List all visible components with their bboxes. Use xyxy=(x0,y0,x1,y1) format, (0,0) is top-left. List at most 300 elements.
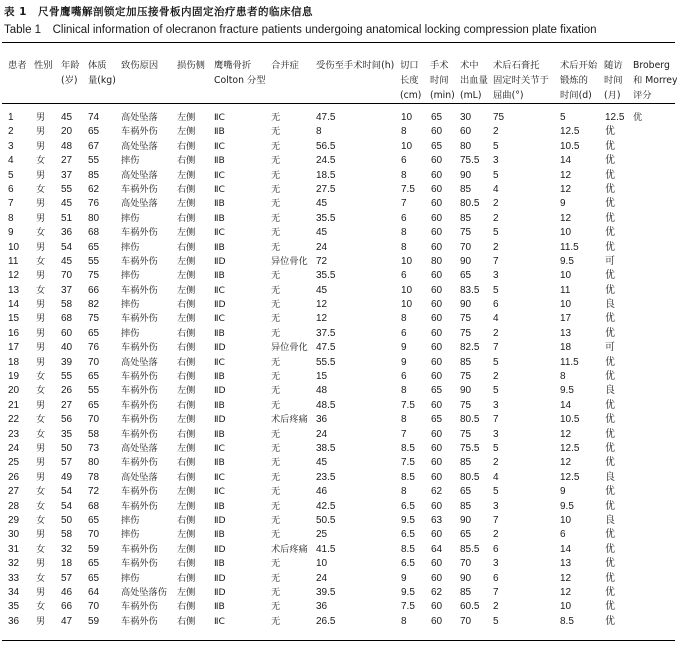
cell-blood: 65 xyxy=(460,486,472,498)
cell-optime: 65 xyxy=(431,112,443,123)
cell-blood: 80.5 xyxy=(460,198,480,210)
cell-comp: 无 xyxy=(271,471,281,483)
cell-cause: 车祸外伤 xyxy=(121,183,158,195)
cell-time: 35.5 xyxy=(316,270,336,282)
cell-time: 45 xyxy=(316,198,328,210)
cell-optime: 60 xyxy=(431,155,443,167)
cell-side: 右侧 xyxy=(177,615,196,627)
cell-optime: 60 xyxy=(431,601,443,613)
cell-cause: 高处坠落 xyxy=(121,471,158,483)
cell-id: 22 xyxy=(8,414,20,426)
cell-sex: 女 xyxy=(36,500,46,512)
cell-side: 左侧 xyxy=(177,270,196,282)
cell-side: 左侧 xyxy=(177,227,196,239)
cell-angle: 2 xyxy=(493,241,499,253)
cell-comp: 无 xyxy=(271,428,281,440)
cell-id: 4 xyxy=(8,155,14,167)
cell-colton: ⅡB xyxy=(214,371,225,383)
cell-exercise: 12 xyxy=(560,212,572,224)
column-header-incision xyxy=(400,58,421,103)
cell-optime: 60 xyxy=(431,299,443,311)
column-header-weight xyxy=(88,58,116,88)
cell-colton: ⅡD xyxy=(214,543,226,555)
cell-id: 19 xyxy=(8,371,20,383)
column-header-line: 长度 xyxy=(400,75,419,86)
cell-cause: 摔伤 xyxy=(121,155,140,167)
cell-sex: 男 xyxy=(36,241,46,253)
cell-exercise: 17 xyxy=(560,313,572,325)
cell-age: 50 xyxy=(61,514,73,526)
cell-age: 20 xyxy=(61,126,73,138)
cell-cause: 车祸外伤 xyxy=(121,313,158,325)
cell-side: 右侧 xyxy=(177,572,196,584)
table-row xyxy=(0,140,677,154)
table-row xyxy=(0,615,677,629)
cell-exercise: 12 xyxy=(560,572,572,584)
cell-sex: 男 xyxy=(36,327,46,339)
cell-colton: ⅡD xyxy=(214,342,226,354)
cell-age: 35 xyxy=(61,428,73,440)
cell-followup: 优 xyxy=(605,126,615,138)
cell-followup: 优 xyxy=(605,601,615,613)
cell-angle: 5 xyxy=(493,140,499,152)
cell-weight: 65 xyxy=(88,371,100,383)
column-header-line: 和 Morrey xyxy=(633,75,677,86)
cell-time: 24.5 xyxy=(316,155,336,167)
cell-optime: 60 xyxy=(431,529,443,541)
cell-time: 27.5 xyxy=(316,183,336,195)
cell-cause: 车祸外伤 xyxy=(121,428,158,440)
cell-followup: 优 xyxy=(605,327,615,339)
cell-sex: 女 xyxy=(36,486,46,498)
cell-followup: 优 xyxy=(605,486,615,498)
cell-colton: ⅡD xyxy=(214,572,226,584)
column-header-line: (岁) xyxy=(61,75,78,86)
cell-cause: 摔伤 xyxy=(121,529,140,541)
cell-cause: 车祸外伤 xyxy=(121,284,158,296)
cell-angle: 5 xyxy=(493,284,499,296)
cell-incision: 7.5 xyxy=(401,183,415,195)
column-header-score xyxy=(633,58,677,103)
cell-id: 2 xyxy=(8,126,14,138)
cell-incision: 9 xyxy=(401,572,407,584)
table-row xyxy=(0,197,677,211)
table-row xyxy=(0,356,677,370)
cell-sex: 男 xyxy=(36,529,46,541)
cell-weight: 55 xyxy=(88,155,100,167)
column-header-line: 随访 xyxy=(604,60,623,71)
cell-incision: 8 xyxy=(401,615,407,627)
cell-optime: 60 xyxy=(431,356,443,368)
cell-optime: 63 xyxy=(431,514,443,526)
table-caption-cn: 表 1 尺骨鹰嘴解剖锁定加压接骨板内固定治疗患者的临床信息 xyxy=(4,6,313,18)
cell-age: 51 xyxy=(61,212,73,224)
cell-exercise: 13 xyxy=(560,327,572,339)
cell-optime: 60 xyxy=(431,227,443,239)
cell-incision: 8 xyxy=(401,385,407,397)
cell-weight: 58 xyxy=(88,428,100,440)
cell-blood: 80 xyxy=(460,140,472,152)
cell-cause: 车祸外伤 xyxy=(121,500,158,512)
cell-colton: ⅡB xyxy=(214,601,225,613)
cell-angle: 3 xyxy=(493,558,499,570)
cell-cause: 高处坠落 xyxy=(121,198,158,210)
cell-colton: ⅡC xyxy=(214,112,225,123)
cell-exercise: 10 xyxy=(560,227,572,239)
cell-weight: 74 xyxy=(88,112,100,123)
cell-blood: 75 xyxy=(460,313,472,325)
cell-colton: ⅡB xyxy=(214,270,225,282)
cell-incision: 8 xyxy=(401,313,407,325)
cell-optime: 65 xyxy=(431,414,443,426)
column-header-line: 手术 xyxy=(430,60,449,71)
cell-angle: 5 xyxy=(493,442,499,454)
cell-colton: ⅡD xyxy=(214,255,226,267)
cell-time: 55.5 xyxy=(316,356,336,368)
cell-colton: ⅡB xyxy=(214,457,225,469)
cell-side: 右侧 xyxy=(177,342,196,354)
cell-comp: 无 xyxy=(271,212,281,224)
cell-exercise: 9 xyxy=(560,198,566,210)
cell-age: 27 xyxy=(61,399,73,411)
cell-colton: ⅡC xyxy=(214,615,225,627)
cell-time: 36 xyxy=(316,601,328,613)
table-row xyxy=(0,413,677,427)
table-row xyxy=(0,269,677,283)
cell-optime: 60 xyxy=(431,270,443,282)
cell-blood: 90 xyxy=(460,514,472,526)
column-header-line: 体质 xyxy=(88,60,107,71)
column-header-line: 合并症 xyxy=(271,60,299,71)
cell-age: 55 xyxy=(61,371,73,383)
cell-blood: 80.5 xyxy=(460,471,480,483)
column-header-line: 年龄 xyxy=(61,60,80,71)
cell-optime: 60 xyxy=(431,284,443,296)
column-header-line: 出血量 xyxy=(460,75,488,86)
cell-blood: 85 xyxy=(460,212,472,224)
cell-blood: 85 xyxy=(460,500,472,512)
cell-comp: 无 xyxy=(271,126,281,138)
cell-exercise: 6 xyxy=(560,529,566,541)
cell-sex: 男 xyxy=(36,399,46,411)
cell-exercise: 13 xyxy=(560,558,572,570)
cell-time: 36 xyxy=(316,414,328,426)
cell-comp: 无 xyxy=(271,327,281,339)
cell-blood: 75 xyxy=(460,227,472,239)
cell-optime: 60 xyxy=(431,198,443,210)
column-header-line: 损伤侧 xyxy=(177,60,205,71)
cell-angle: 4 xyxy=(493,183,499,195)
cell-id: 3 xyxy=(8,140,14,152)
cell-exercise: 12.5 xyxy=(560,126,580,138)
cell-age: 55 xyxy=(61,183,73,195)
cell-followup: 优 xyxy=(605,399,615,411)
cell-blood: 70 xyxy=(460,241,472,253)
cell-optime: 60 xyxy=(431,399,443,411)
cell-time: 18.5 xyxy=(316,169,336,181)
cell-cause: 高处坠落 xyxy=(121,442,158,454)
cell-comp: 无 xyxy=(271,558,281,570)
cell-angle: 5 xyxy=(493,486,499,498)
cell-followup: 优 xyxy=(605,284,615,296)
cell-sex: 男 xyxy=(36,299,46,311)
column-header-optime xyxy=(430,58,455,103)
cell-weight: 70 xyxy=(88,601,100,613)
cell-exercise: 10 xyxy=(560,601,572,613)
cell-side: 右侧 xyxy=(177,212,196,224)
cell-angle: 3 xyxy=(493,270,499,282)
cell-incision: 8 xyxy=(401,126,407,138)
cell-weight: 65 xyxy=(88,126,100,138)
cell-sex: 女 xyxy=(36,414,46,426)
table-body xyxy=(0,111,677,629)
column-header-angle xyxy=(493,58,549,103)
cell-comp: 无 xyxy=(271,313,281,325)
cell-time: 24 xyxy=(316,428,328,440)
cell-weight: 59 xyxy=(88,543,100,555)
cell-weight: 68 xyxy=(88,500,100,512)
cell-side: 左侧 xyxy=(177,313,196,325)
cell-sex: 女 xyxy=(36,514,46,526)
cell-incision: 7.5 xyxy=(401,601,415,613)
cell-id: 32 xyxy=(8,558,20,570)
cell-age: 39 xyxy=(61,356,73,368)
cell-incision: 7.5 xyxy=(401,457,415,469)
cell-side: 左侧 xyxy=(177,284,196,296)
cell-comp: 无 xyxy=(271,500,281,512)
column-header-line: 切口 xyxy=(400,60,419,71)
cell-weight: 55 xyxy=(88,385,100,397)
cell-exercise: 9.5 xyxy=(560,385,574,397)
table-row xyxy=(0,514,677,528)
cell-time: 24 xyxy=(316,572,328,584)
cell-exercise: 14 xyxy=(560,155,572,167)
cell-comp: 无 xyxy=(271,586,281,598)
cell-time: 45 xyxy=(316,457,328,469)
table-row xyxy=(0,341,677,355)
column-header-line: 性别 xyxy=(34,60,53,71)
column-header-time xyxy=(316,58,394,73)
cell-sex: 男 xyxy=(36,586,46,598)
cell-incision: 10 xyxy=(401,284,413,296)
cell-incision: 6.5 xyxy=(401,529,415,541)
column-header-cause xyxy=(121,58,158,73)
cell-blood: 75.5 xyxy=(460,155,480,167)
cell-angle: 75 xyxy=(493,112,505,123)
table-row xyxy=(0,442,677,456)
column-header-line: 患者 xyxy=(8,60,27,71)
cell-weight: 73 xyxy=(88,442,100,454)
cell-cause: 摔伤 xyxy=(121,299,140,311)
table-row xyxy=(0,428,677,442)
cell-optime: 80 xyxy=(431,255,443,267)
cell-sex: 男 xyxy=(36,471,46,483)
cell-sex: 男 xyxy=(36,270,46,282)
cell-followup: 优 xyxy=(605,198,615,210)
cell-exercise: 12 xyxy=(560,169,572,181)
cell-comp: 无 xyxy=(271,514,281,526)
column-header-comp xyxy=(271,58,299,73)
cell-age: 54 xyxy=(61,241,73,253)
cell-blood: 90 xyxy=(460,572,472,584)
cell-cause: 高处坠落 xyxy=(121,140,158,152)
cell-optime: 60 xyxy=(431,615,443,627)
cell-side: 右侧 xyxy=(177,241,196,253)
cell-colton: ⅡC xyxy=(214,486,225,498)
cell-angle: 5 xyxy=(493,169,499,181)
cell-side: 左侧 xyxy=(177,198,196,210)
cell-side: 右侧 xyxy=(177,183,196,195)
cell-id: 25 xyxy=(8,457,20,469)
cell-age: 49 xyxy=(61,471,73,483)
cell-age: 37 xyxy=(61,169,73,181)
cell-comp: 无 xyxy=(271,601,281,613)
cell-incision: 10 xyxy=(401,299,413,311)
cell-blood: 90 xyxy=(460,299,472,311)
cell-time: 12 xyxy=(316,299,328,311)
cell-sex: 男 xyxy=(36,198,46,210)
column-header-line: Colton 分型 xyxy=(214,75,266,86)
cell-optime: 60 xyxy=(431,457,443,469)
cell-cause: 摔伤 xyxy=(121,514,140,526)
cell-angle: 5 xyxy=(493,227,499,239)
cell-id: 10 xyxy=(8,241,20,253)
cell-blood: 85 xyxy=(460,183,472,195)
cell-angle: 2 xyxy=(493,529,499,541)
cell-followup: 优 xyxy=(605,356,615,368)
cell-age: 32 xyxy=(61,543,73,555)
cell-age: 36 xyxy=(61,227,73,239)
cell-incision: 9.5 xyxy=(401,514,415,526)
cell-incision: 8.5 xyxy=(401,442,415,454)
cell-followup: 优 xyxy=(605,457,615,469)
cell-id: 28 xyxy=(8,500,20,512)
cell-weight: 65 xyxy=(88,241,100,253)
cell-exercise: 10 xyxy=(560,299,572,311)
cell-comp: 无 xyxy=(271,457,281,469)
cell-exercise: 10.5 xyxy=(560,414,580,426)
cell-colton: ⅡD xyxy=(214,514,226,526)
cell-cause: 车祸外伤 xyxy=(121,342,158,354)
cell-id: 8 xyxy=(8,212,14,224)
cell-angle: 2 xyxy=(493,198,499,210)
cell-followup: 良 xyxy=(605,299,615,311)
cell-weight: 76 xyxy=(88,198,100,210)
cell-sex: 女 xyxy=(36,601,46,613)
cell-sex: 女 xyxy=(36,543,46,555)
cell-incision: 9.5 xyxy=(401,586,415,598)
cell-weight: 72 xyxy=(88,486,100,498)
cell-colton: ⅡC xyxy=(214,169,225,181)
column-header-side xyxy=(177,58,205,73)
cell-weight: 67 xyxy=(88,140,100,152)
cell-colton: ⅡB xyxy=(214,399,225,411)
cell-time: 37.5 xyxy=(316,327,336,339)
cell-time: 41.5 xyxy=(316,543,336,555)
cell-weight: 80 xyxy=(88,212,100,224)
cell-time: 25 xyxy=(316,529,328,541)
table-header-rule xyxy=(2,103,675,104)
column-header-line: 受伤至手术时间(h) xyxy=(316,60,395,71)
table-row xyxy=(0,226,677,240)
table-row xyxy=(0,312,677,326)
cell-side: 右侧 xyxy=(177,356,196,368)
cell-cause: 车祸外伤 xyxy=(121,399,158,411)
cell-sex: 男 xyxy=(36,457,46,469)
table-row xyxy=(0,572,677,586)
cell-sex: 女 xyxy=(36,428,46,440)
cell-weight: 55 xyxy=(88,255,100,267)
column-header-line: 锻炼的 xyxy=(560,75,588,86)
cell-comp: 无 xyxy=(271,442,281,454)
cell-optime: 65 xyxy=(431,385,443,397)
cell-angle: 2 xyxy=(493,601,499,613)
cell-age: 54 xyxy=(61,500,73,512)
cell-time: 35.5 xyxy=(316,212,336,224)
cell-sex: 男 xyxy=(36,558,46,570)
cell-followup: 良 xyxy=(605,385,615,397)
column-header-line: (月) xyxy=(604,90,621,101)
cell-blood: 90 xyxy=(460,385,472,397)
cell-comp: 无 xyxy=(271,198,281,210)
cell-incision: 10 xyxy=(401,140,413,152)
cell-id: 36 xyxy=(8,615,20,627)
cell-colton: ⅡD xyxy=(214,385,226,397)
cell-followup: 可 xyxy=(605,342,615,354)
cell-colton: ⅡD xyxy=(214,299,226,311)
table-row xyxy=(0,557,677,571)
cell-incision: 6.5 xyxy=(401,500,415,512)
cell-cause: 车祸外伤 xyxy=(121,558,158,570)
cell-comp: 无 xyxy=(271,399,281,411)
cell-incision: 10 xyxy=(401,112,413,123)
cell-angle: 4 xyxy=(493,313,499,325)
cell-blood: 85 xyxy=(460,586,472,598)
cell-time: 45 xyxy=(316,284,328,296)
cell-weight: 65 xyxy=(88,327,100,339)
column-header-line: 致伤原因 xyxy=(121,60,159,71)
cell-side: 左侧 xyxy=(177,169,196,181)
cell-comp: 无 xyxy=(271,270,281,282)
table-row xyxy=(0,471,677,485)
cell-incision: 8 xyxy=(401,169,407,181)
cell-time: 8 xyxy=(316,126,322,138)
cell-age: 18 xyxy=(61,558,73,570)
cell-exercise: 12 xyxy=(560,183,572,195)
cell-weight: 62 xyxy=(88,183,100,195)
cell-age: 48 xyxy=(61,140,73,152)
cell-optime: 60 xyxy=(431,342,443,354)
cell-age: 45 xyxy=(61,112,73,123)
cell-side: 左侧 xyxy=(177,414,196,426)
table-row xyxy=(0,399,677,413)
cell-angle: 7 xyxy=(493,255,499,267)
column-header-line: 鹰嘴骨折 xyxy=(214,60,252,71)
cell-colton: ⅡC xyxy=(214,442,225,454)
cell-angle: 6 xyxy=(493,543,499,555)
cell-comp: 无 xyxy=(271,615,281,627)
cell-colton: ⅡB xyxy=(214,500,225,512)
cell-time: 26.5 xyxy=(316,615,336,627)
cell-exercise: 9.5 xyxy=(560,500,574,512)
cell-followup: 优 xyxy=(605,155,615,167)
cell-followup: 优 xyxy=(605,313,615,325)
cell-side: 右侧 xyxy=(177,428,196,440)
cell-side: 右侧 xyxy=(177,299,196,311)
cell-side: 右侧 xyxy=(177,155,196,167)
cell-colton: ⅡC xyxy=(214,313,225,325)
cell-time: 47.5 xyxy=(316,342,336,354)
